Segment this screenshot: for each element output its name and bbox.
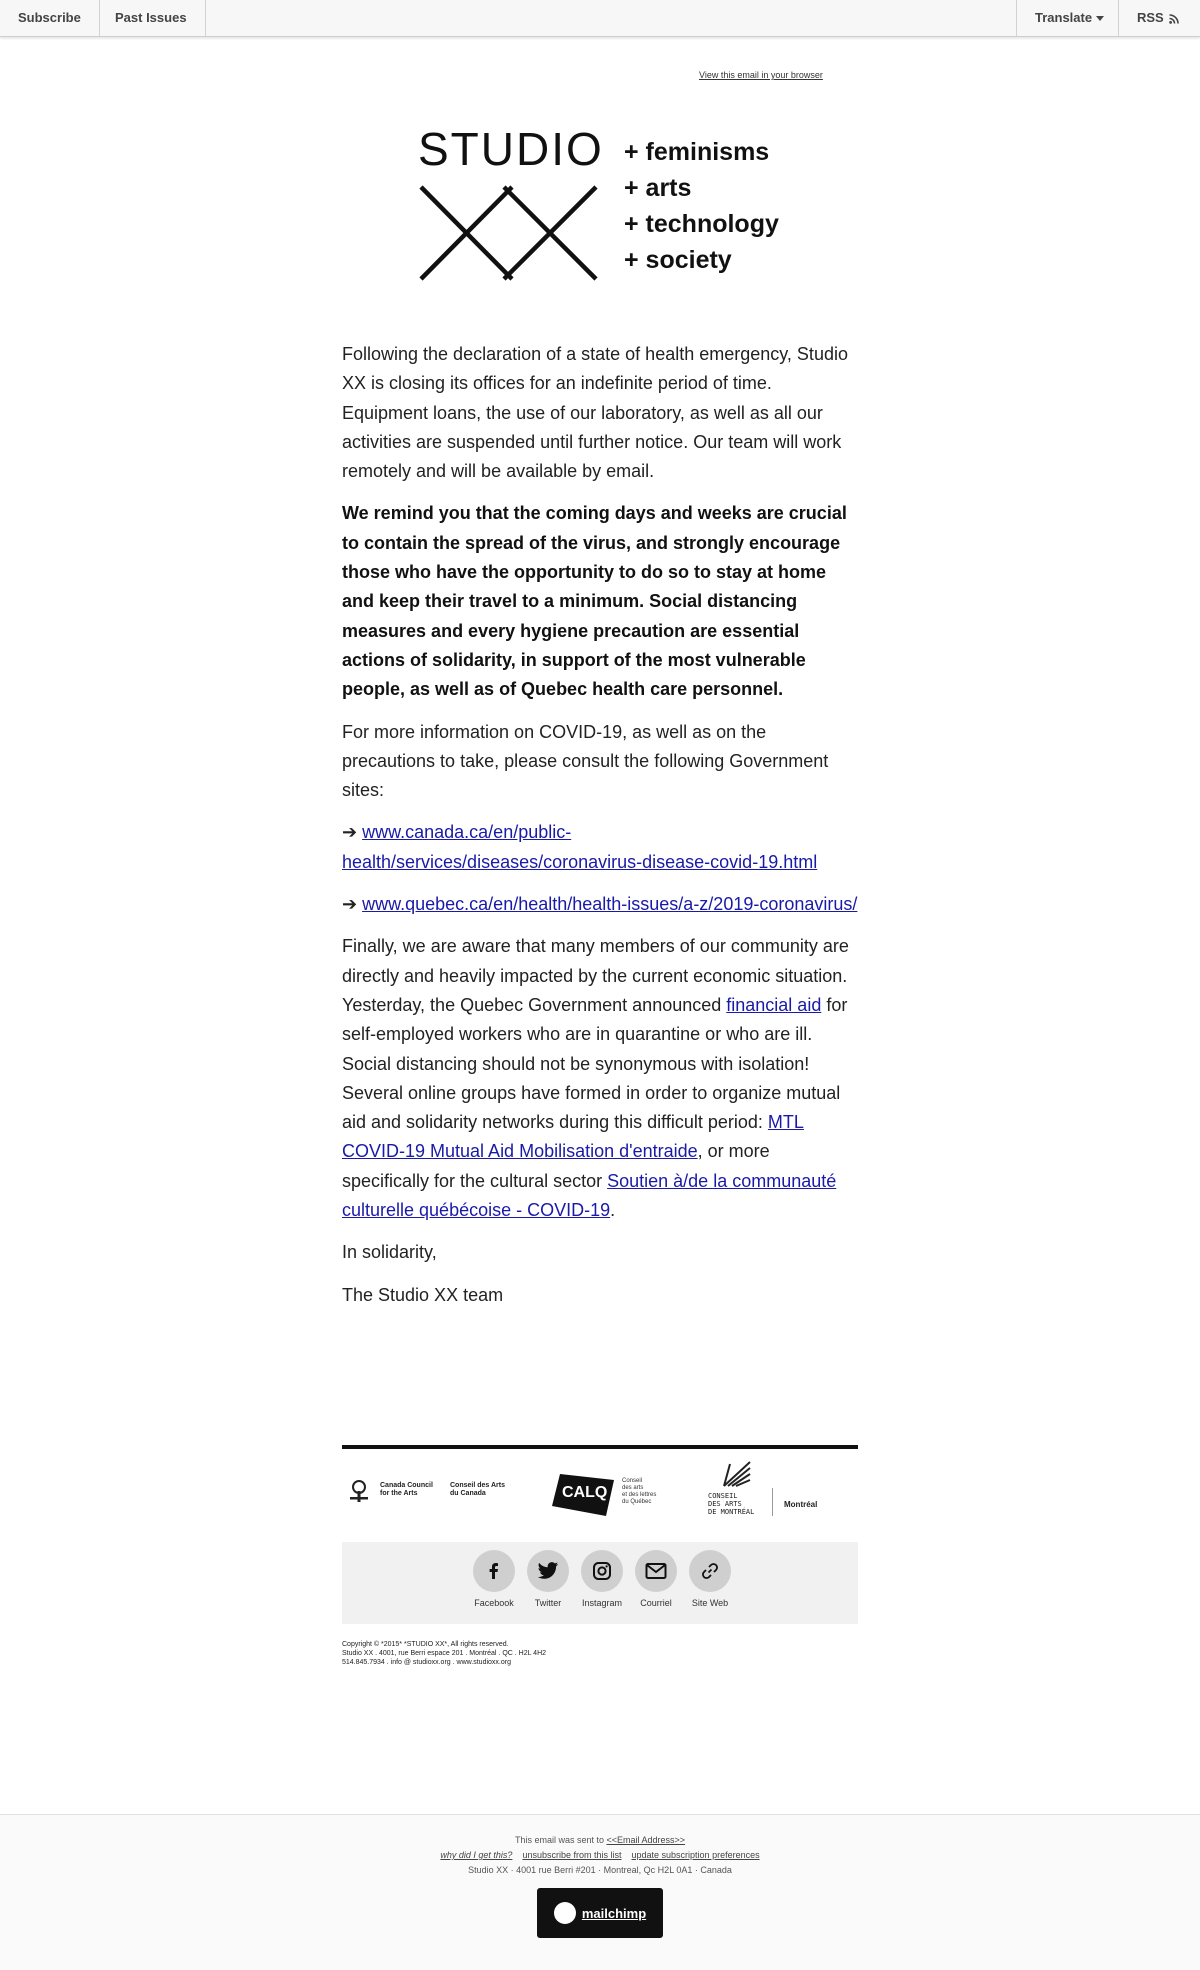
calq-wordmark: CALQ — [562, 1484, 608, 1501]
facebook-button[interactable] — [473, 1550, 515, 1592]
tag-feminisms: + feminisms — [624, 138, 770, 166]
rss-icon — [1169, 14, 1179, 24]
instagram-icon — [592, 1561, 612, 1581]
address-line: Studio XX . 4001, rue Berri espace 201 . Montréal . QC . H2L 4H2 — [342, 1650, 547, 1657]
facebook-label: Facebook — [474, 1598, 514, 1608]
social-instagram[interactable] — [580, 1550, 624, 1608]
arrow-icon: ➔ — [342, 822, 358, 843]
text-segment: . — [610, 1200, 616, 1221]
paragraph-reminder: We remind you that the coming days and weeks are crucial to contain the spread of the virus, and strongly encourage those who have the opportunity to do so to stay at home and keep their travel to a minimum. Social distancing measures and every hygiene precaution are essential actions of solidarity, in support of the most vulnerable people, as well as of Quebec health care personnel. — [342, 503, 847, 700]
social-links-bar — [342, 1542, 858, 1624]
social-facebook[interactable] — [472, 1550, 516, 1608]
email-body — [342, 340, 860, 1323]
link-line-quebec — [342, 890, 860, 919]
footer-links — [0, 1850, 1200, 1860]
financial-aid-link[interactable]: financial aid — [726, 994, 822, 1015]
quebec-covid-link[interactable]: www.quebec.ca/en/health/health-issues/a-z/2019-coronavirus/ — [362, 894, 858, 915]
email-label: Courriel — [640, 1598, 672, 1608]
rss-label: RSS — [1137, 10, 1164, 25]
paragraph-community — [342, 932, 860, 1225]
sent-to-line — [0, 1835, 1200, 1845]
contact-line: 514.845.7934 . info @ studioxx.org . www.studioxx.org — [342, 1659, 511, 1666]
tag-technology: + technology — [624, 210, 779, 238]
update-preferences-link[interactable]: update subscription preferences — [631, 1850, 760, 1860]
facebook-icon — [484, 1561, 504, 1581]
mailchimp-label: mailchimp — [581, 1905, 647, 1921]
instagram-button[interactable] — [581, 1550, 623, 1592]
logo-wordmark: STUDIO — [418, 123, 604, 175]
closing: In solidarity, — [342, 1242, 437, 1263]
montreal-logo: Montréal — [784, 1500, 818, 1509]
chevron-down-icon — [1096, 16, 1104, 21]
translate-label: Translate — [1035, 10, 1093, 25]
copyright-block — [342, 1640, 546, 1667]
paragraph-closure: Following the declaration of a state of health emergency, Studio XX is closing its offices for an indefinite period of time. Equipment loans, the use of our laboratory, as well as all our activities are suspended until further notice. Our team will work remotely and will be available by email. — [342, 344, 848, 482]
copyright-line: Copyright © *2015* *STUDIO XX*, All rights reserved. — [342, 1641, 509, 1648]
email-address-link[interactable]: <<Email Address>> — [606, 1835, 686, 1845]
instagram-label: Instagram — [581, 1598, 623, 1608]
canada-council-fr: Conseil des Arts du Canada — [450, 1482, 505, 1497]
section-divider — [342, 1445, 858, 1449]
studio-xx-logo — [418, 124, 788, 284]
email-button[interactable] — [635, 1550, 677, 1592]
text-segment: for self-employed workers who are in quarantine or who are ill. Social distancing should not be synonymous with isolation! Several online groups have formed in order to organize mutual aid and solidarity networks during this difficult period: — [342, 994, 848, 1133]
social-twitter[interactable] — [526, 1550, 570, 1608]
social-website[interactable] — [688, 1550, 732, 1608]
footer-address: Studio XX · 4001 rue Berri #201 · Montreal, Qc H2L 0A1 · Canada — [468, 1865, 732, 1875]
subscribe-link[interactable]: Subscribe — [0, 0, 100, 36]
cam-name: CONSEIL DES ARTS DE MONTRÉAL — [708, 1492, 755, 1516]
why-did-i-get-this-link[interactable]: why did I get this? — [440, 1850, 513, 1860]
mailchimp-badge[interactable] — [537, 1888, 663, 1938]
cultural-support-link[interactable]: Soutien à/de la communauté culturelle québécoise - COVID-19 — [342, 1170, 837, 1221]
website-button[interactable] — [689, 1550, 731, 1592]
mailchimp-freddie-icon — [554, 1902, 576, 1924]
arrow-icon: ➔ — [342, 894, 358, 915]
tag-arts: + arts — [624, 174, 692, 202]
past-issues-link[interactable]: Past Issues — [97, 0, 206, 36]
view-in-browser-link[interactable]: View this email in your browser — [699, 70, 823, 80]
email-icon — [645, 1562, 667, 1580]
text-segment: , or more specifically for the cultural sector — [342, 1141, 770, 1191]
canada-covid-link[interactable]: www.canada.ca/en/public-health/services/diseases/coronavirus-disease-covid-19.html — [342, 822, 818, 872]
translate-dropdown[interactable] — [1016, 0, 1122, 36]
canada-council-emblem-icon — [346, 1478, 372, 1504]
paragraph-more-info: For more information on COVID-19, as well as on the precautions to take, please consult the following Government sites: — [342, 721, 829, 801]
calq-logo — [552, 1470, 616, 1525]
social-email[interactable] — [634, 1550, 678, 1608]
signature: The Studio XX team — [342, 1284, 504, 1305]
top-bar — [0, 0, 1200, 37]
canada-council-en: Canada Council for the Arts — [380, 1482, 433, 1497]
xx-logo-icon — [418, 184, 600, 282]
cam-emblem-icon — [722, 1460, 752, 1488]
rss-link[interactable] — [1118, 0, 1197, 36]
website-label: Site Web — [691, 1598, 729, 1608]
twitter-button[interactable] — [527, 1550, 569, 1592]
logo-tagline — [624, 134, 779, 278]
mutual-aid-link[interactable]: MTL COVID-19 Mutual Aid Mobilisation d'entraide — [342, 1112, 804, 1162]
tag-society: + society — [624, 246, 732, 274]
unsubscribe-link[interactable]: unsubscribe from this list — [522, 1850, 622, 1860]
calq-name: Conseil des arts et des lettres du Québec — [622, 1478, 657, 1505]
sent-to-text: This email was sent to — [514, 1835, 607, 1845]
twitter-icon — [537, 1561, 559, 1581]
text-segment: Finally, we are aware that many members of our community are directly and heavily impacted by the current economic situation. Yesterday, the Quebec Government announced — [342, 936, 849, 1015]
link-line-canada — [342, 818, 860, 877]
sponsor-separator — [772, 1488, 773, 1516]
link-icon — [700, 1561, 720, 1581]
twitter-label: Twitter — [534, 1598, 562, 1608]
sponsor-logos — [342, 1456, 858, 1526]
